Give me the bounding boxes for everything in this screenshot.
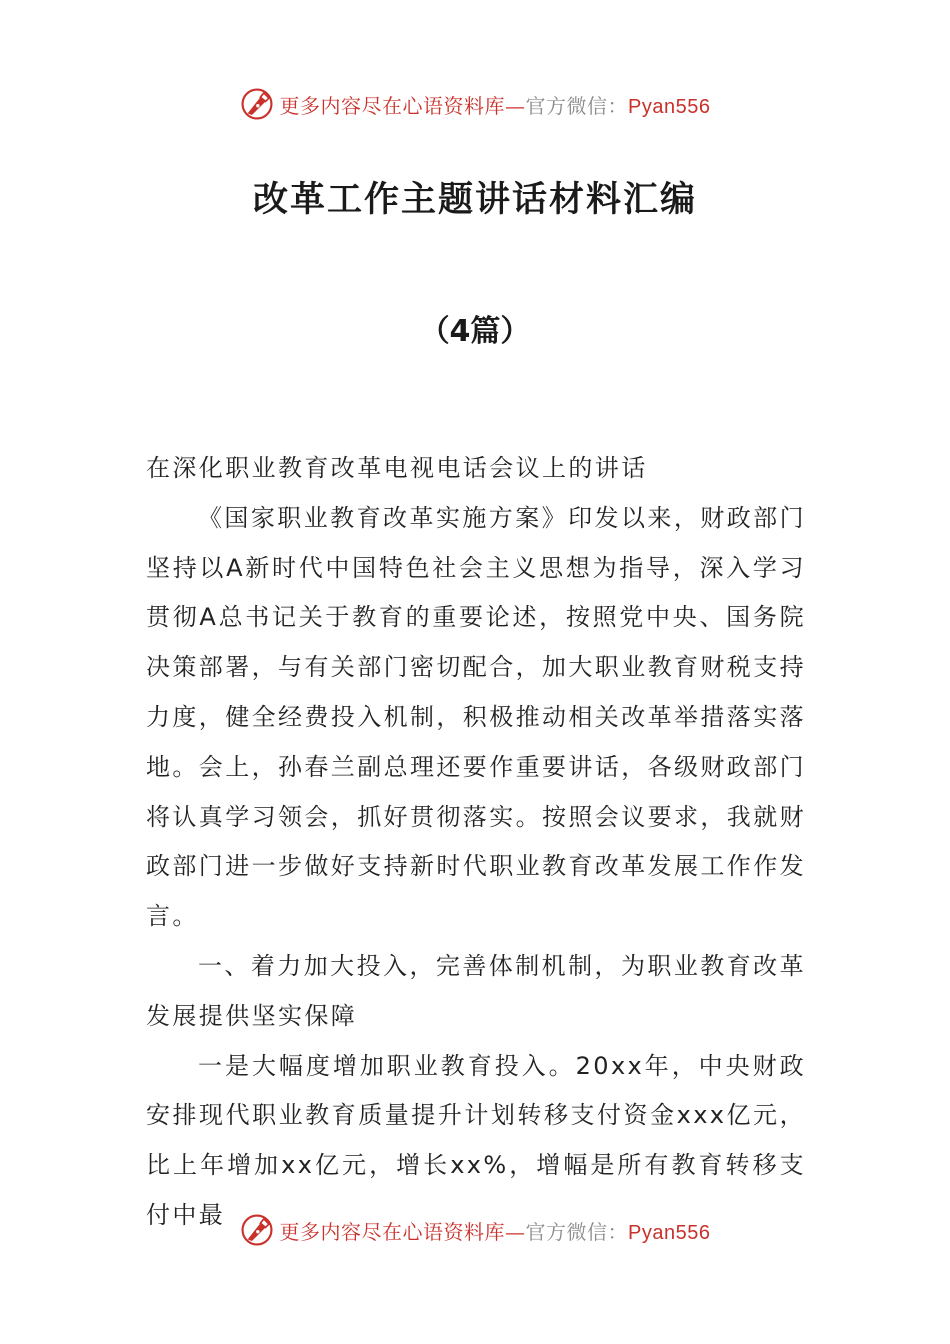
document-subtitle: （4篇） — [419, 314, 531, 349]
watermark-dash: — — [505, 1219, 526, 1244]
watermark-text — [280, 90, 711, 119]
watermark-brand: 更多内容尽在心语资料库 — [279, 93, 506, 118]
watermark-brand: 更多内容尽在心语资料库 — [279, 1219, 506, 1244]
document-body — [146, 444, 806, 1241]
body-paragraph: 一是大幅度增加职业教育投入。20xx年，中央财政安排现代职业教育质量提升计划转移支付资金xxx亿元，比上年增加xx亿元，增长xx%，增幅是所有教育转移支付中最 — [146, 1051, 806, 1229]
watermark-wechat-id: Pyan556 — [628, 95, 711, 118]
document-title: 改革工作主题讲话材料汇编 — [252, 179, 697, 220]
watermark-footer — [0, 1210, 950, 1250]
pen-nib-logo-icon — [240, 87, 274, 121]
watermark-official-label: 官方微信： — [525, 93, 629, 118]
speech-title: 在深化职业教育改革电视电话会议上的讲话 — [146, 454, 648, 482]
watermark-official-label: 官方微信： — [525, 1219, 629, 1244]
body-paragraph: 《国家职业教育改革实施方案》印发以来，财政部门坚持以A新时代中国特色社会主义思想为指导，深入学习贯彻A总书记关于教育的重要论述，按照党中央、国务院决策部署，与有关部门密切配合，加大职业教育财税支持力度，健全经费投入机制，积极推动相关改革举措落实落地。会上，孙春兰副总理还要作重要讲话，各级财政部门将认真学习领会，抓好贯彻落实。按照会议要求，我就财政部门进一步做好支持新时代职业教育改革发展工作作发言。 — [146, 503, 806, 931]
section-heading: 一、着力加大投入，完善体制机制，为职业教育改革发展提供坚实保障 — [146, 951, 806, 1030]
pen-nib-logo-icon — [240, 1213, 274, 1247]
watermark-wechat-id: Pyan556 — [628, 1221, 711, 1244]
watermark-header — [0, 84, 950, 124]
watermark-dash: — — [505, 93, 526, 118]
watermark-text — [280, 1216, 711, 1245]
